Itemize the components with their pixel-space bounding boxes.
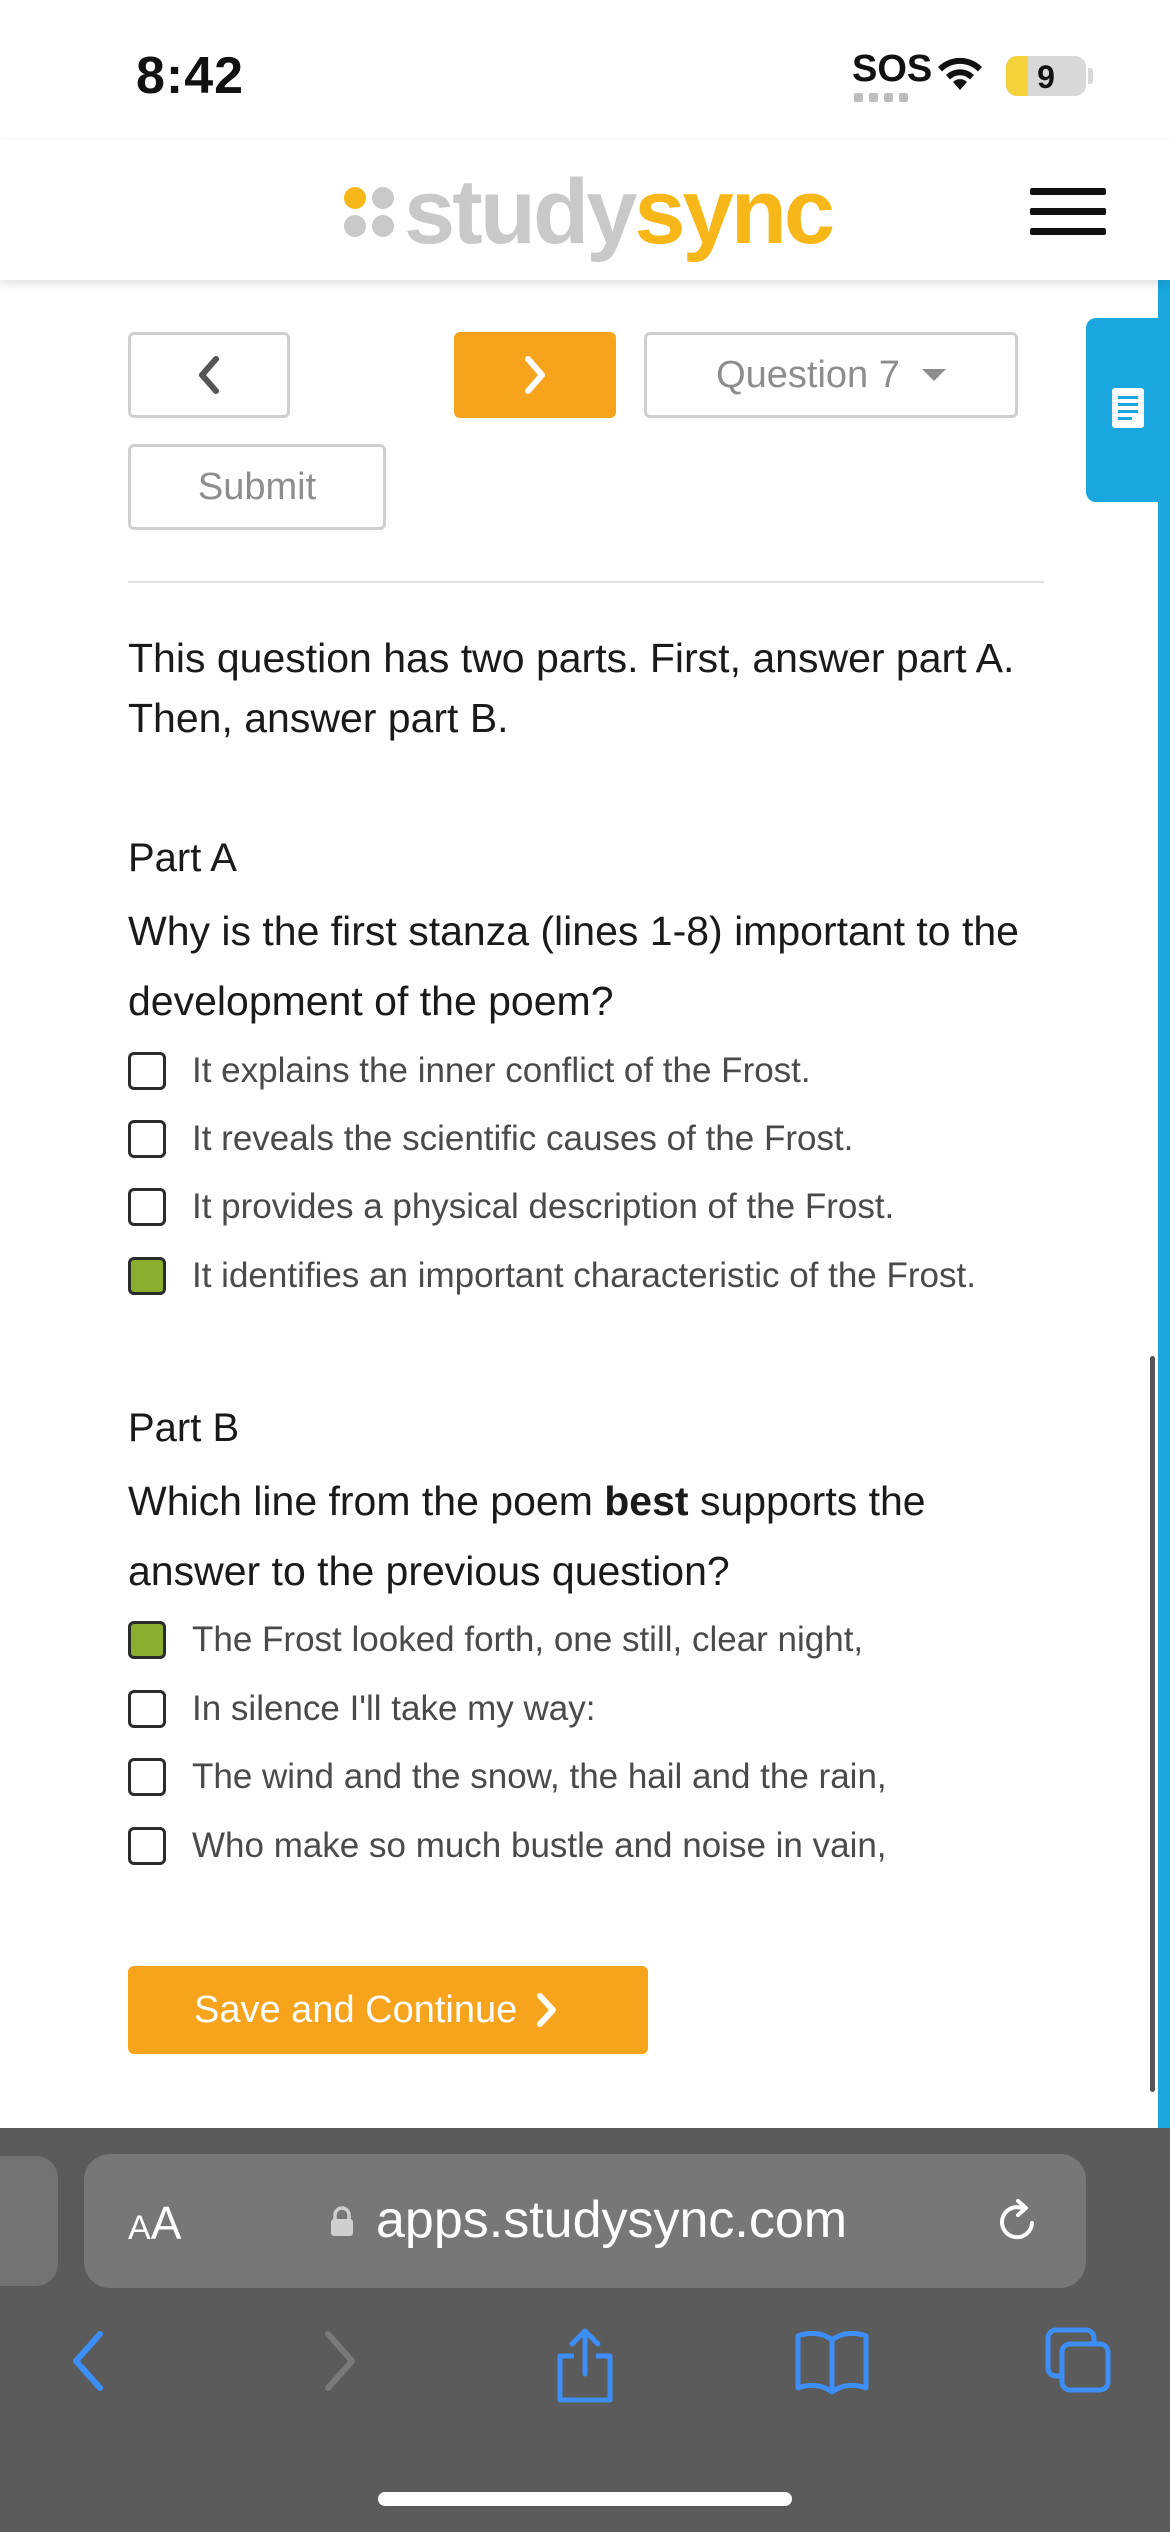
option-text: The wind and the snow, the hail and the rain, xyxy=(192,1757,887,1796)
part-a-label: Part A xyxy=(128,836,237,880)
chevron-right-icon xyxy=(535,1992,559,2028)
option-text: It identifies an important characteristic of the Frost. xyxy=(192,1256,976,1295)
save-button-label: Save and Continue xyxy=(194,1988,518,2031)
battery-icon xyxy=(1006,56,1086,96)
part-b-option-1[interactable] xyxy=(128,1615,863,1665)
part-a-option-2[interactable] xyxy=(128,1114,853,1164)
part-b-option-2[interactable] xyxy=(128,1684,596,1734)
right-rail xyxy=(1158,280,1170,2128)
option-text: The Frost looked forth, one still, clear night, xyxy=(192,1620,864,1659)
chevron-left-icon xyxy=(194,355,224,395)
part-a-question: Why is the first stanza (lines 1-8) important to the development of the poem? xyxy=(128,908,1019,1024)
checkbox-checked[interactable] xyxy=(128,1257,166,1295)
document-icon xyxy=(1112,388,1144,428)
signal-dots xyxy=(854,93,908,102)
checkbox[interactable] xyxy=(128,1758,166,1796)
checkbox[interactable] xyxy=(128,1690,166,1728)
chevron-right-icon xyxy=(520,355,550,395)
part-a-option-3[interactable] xyxy=(128,1182,894,1232)
forward-icon[interactable] xyxy=(318,2326,362,2396)
logo-dots-icon xyxy=(344,187,394,237)
checkbox-checked[interactable] xyxy=(128,1621,166,1659)
option-text: Who make so much bustle and noise in vain, xyxy=(192,1826,887,1865)
logo-sync-text: sync xyxy=(634,161,833,263)
divider xyxy=(128,581,1044,583)
text-size-button[interactable]: AA xyxy=(128,2197,182,2249)
checkbox[interactable] xyxy=(128,1120,166,1158)
caret-down-icon xyxy=(922,369,946,381)
part-a-option-4[interactable] xyxy=(128,1251,976,1301)
question-select-label: Question 7 xyxy=(716,353,900,396)
app-header xyxy=(0,140,1170,280)
status-bar xyxy=(0,0,1170,140)
checkbox[interactable] xyxy=(128,1188,166,1226)
option-text: It reveals the scientific causes of the Frost. xyxy=(192,1119,854,1158)
url-text[interactable]: apps.studysync.com xyxy=(376,2191,848,2249)
logo-study-text: study xyxy=(404,161,635,263)
option-text: It explains the inner conflict of the Frost. xyxy=(192,1051,811,1090)
previous-tab-peek[interactable] xyxy=(0,2156,58,2286)
checkbox[interactable] xyxy=(128,1827,166,1865)
question-select-dropdown[interactable] xyxy=(644,332,1018,418)
checkbox[interactable] xyxy=(128,1052,166,1090)
side-panel-tab[interactable] xyxy=(1086,318,1170,502)
wifi-icon xyxy=(934,54,986,94)
previous-question-button[interactable] xyxy=(128,332,290,418)
part-b-option-4[interactable] xyxy=(128,1821,887,1871)
share-icon[interactable] xyxy=(552,2326,618,2406)
clock-time: 8:42 xyxy=(136,47,245,105)
lock-icon xyxy=(328,2206,356,2236)
part-b-question: Which line from the poem best supports the answer to the previous question? xyxy=(128,1478,926,1594)
option-text: In silence I'll take my way: xyxy=(192,1689,596,1728)
back-icon[interactable] xyxy=(66,2326,110,2396)
home-indicator[interactable] xyxy=(378,2492,792,2506)
instructions-text: This question has two parts. First, answer part A. Then, answer part B. xyxy=(128,635,1015,741)
part-b-label: Part B xyxy=(128,1406,240,1450)
tabs-icon[interactable] xyxy=(1044,2326,1114,2396)
next-question-button[interactable] xyxy=(454,332,616,418)
emphasis-text: best xyxy=(604,1478,689,1524)
option-text: It provides a physical description of the Frost. xyxy=(192,1187,895,1226)
bookmarks-icon[interactable] xyxy=(794,2326,870,2396)
battery-tip xyxy=(1088,68,1093,84)
save-and-continue-button[interactable] xyxy=(128,1966,648,2054)
sos-indicator: SOS xyxy=(852,48,933,90)
part-b-option-3[interactable] xyxy=(128,1752,887,1802)
reload-icon[interactable] xyxy=(992,2196,1042,2246)
scrollbar[interactable] xyxy=(1150,1356,1155,2092)
part-a-option-1[interactable] xyxy=(128,1046,811,1096)
studysync-logo[interactable] xyxy=(344,161,833,263)
hamburger-icon[interactable] xyxy=(1030,188,1106,236)
battery-level: 9 xyxy=(1037,59,1055,95)
submit-button[interactable]: Submit xyxy=(128,444,386,530)
